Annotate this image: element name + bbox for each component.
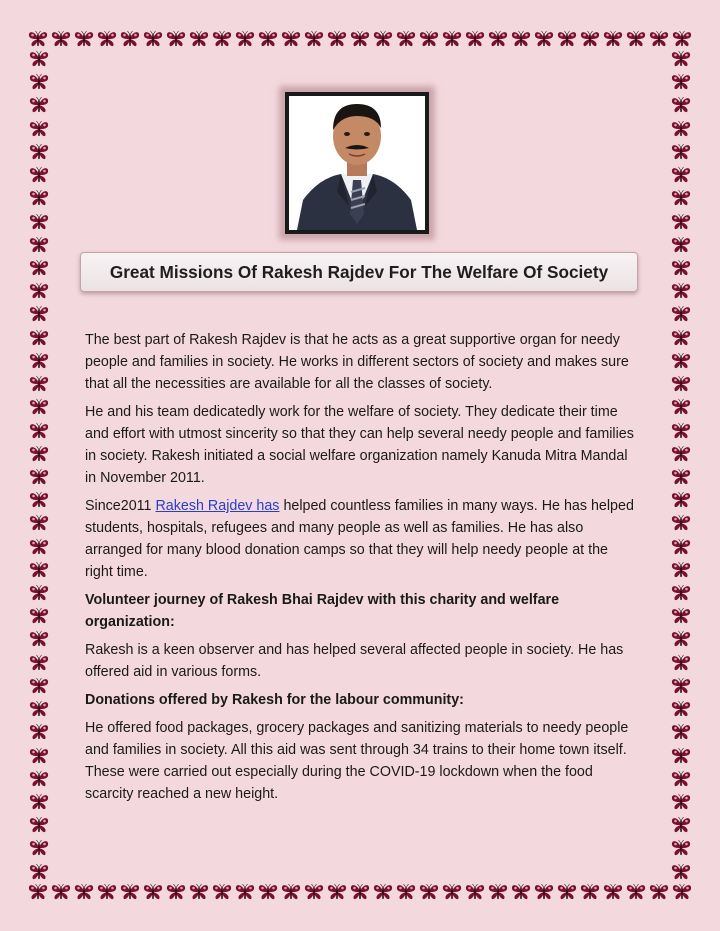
butterfly-icon (511, 30, 531, 48)
butterfly-icon (29, 305, 49, 323)
butterfly-icon (465, 883, 485, 901)
butterfly-icon (29, 329, 49, 347)
butterfly-icon (626, 883, 646, 901)
butterfly-icon (671, 747, 691, 765)
butterfly-icon (671, 143, 691, 161)
butterfly-icon (671, 700, 691, 718)
butterfly-icon (29, 96, 49, 114)
butterfly-icon (29, 630, 49, 648)
butterfly-icon (671, 445, 691, 463)
butterfly-icon (143, 883, 163, 901)
butterfly-icon (580, 30, 600, 48)
butterfly-icon (671, 468, 691, 486)
butterfly-icon (74, 30, 94, 48)
butterfly-icon (488, 30, 508, 48)
butterfly-icon (557, 30, 577, 48)
butterfly-icon (29, 445, 49, 463)
butterfly-icon (671, 491, 691, 509)
butterfly-icon (29, 282, 49, 300)
butterfly-icon (671, 654, 691, 672)
page-title: Great Missions Of Rakesh Rajdev For The Welfare Of Society (109, 261, 609, 282)
butterfly-icon (671, 282, 691, 300)
butterfly-border-bottom (28, 881, 692, 903)
butterfly-icon (671, 770, 691, 788)
butterfly-icon (350, 883, 370, 901)
butterfly-icon (580, 883, 600, 901)
butterfly-icon (29, 259, 49, 277)
butterfly-icon (442, 30, 462, 48)
butterfly-icon (671, 73, 691, 91)
butterfly-icon (671, 166, 691, 184)
heading-donations: Donations offered by Rakesh for the labour community: (85, 692, 464, 708)
butterfly-icon (672, 883, 692, 901)
butterfly-icon (671, 607, 691, 625)
portrait-frame (285, 92, 429, 234)
butterfly-icon (671, 839, 691, 857)
butterfly-icon (29, 538, 49, 556)
butterfly-icon (29, 816, 49, 834)
butterfly-icon (350, 30, 370, 48)
paragraph-food-packages: He offered food packages, grocery packages and sanitizing materials to needy people and families in society. All this aid was sent through 34 trains to their home town itself. These were carried out especially during the COVID-19 lockdown when the food scarcity reached a new height. (85, 720, 629, 802)
butterfly-icon (557, 883, 577, 901)
paragraph-keen-observer: Rakesh is a keen observer and has helped several affected people in society. He has offered aid in various forms. (85, 642, 624, 680)
butterfly-icon (671, 120, 691, 138)
butterfly-icon (671, 189, 691, 207)
portrait-photo (289, 96, 425, 230)
butterfly-icon (465, 30, 485, 48)
butterfly-icon (258, 883, 278, 901)
butterfly-icon (29, 654, 49, 672)
heading-volunteer-journey: Volunteer journey of Rakesh Bhai Rajdev with this charity and welfare organization: (85, 592, 560, 630)
butterfly-icon (29, 839, 49, 857)
butterfly-icon (671, 723, 691, 741)
butterfly-icon (671, 863, 691, 881)
butterfly-icon (258, 30, 278, 48)
butterfly-icon (143, 30, 163, 48)
butterfly-icon (672, 30, 692, 48)
butterfly-icon (649, 883, 669, 901)
butterfly-icon (671, 561, 691, 579)
butterfly-icon (235, 883, 255, 901)
butterfly-icon (671, 236, 691, 254)
butterfly-icon (29, 723, 49, 741)
butterfly-icon (671, 422, 691, 440)
butterfly-icon (488, 883, 508, 901)
paragraph-since-2011-start: Since2011 (85, 498, 156, 514)
butterfly-icon (626, 30, 646, 48)
butterfly-icon (235, 30, 255, 48)
butterfly-icon (671, 398, 691, 416)
butterfly-icon (373, 883, 393, 901)
butterfly-icon (29, 236, 49, 254)
butterfly-icon (671, 375, 691, 393)
title-banner (80, 252, 638, 292)
butterfly-icon (29, 189, 49, 207)
butterfly-icon (671, 816, 691, 834)
butterfly-icon (649, 30, 669, 48)
butterfly-icon (603, 30, 623, 48)
butterfly-icon (419, 30, 439, 48)
butterfly-icon (327, 883, 347, 901)
butterfly-icon (511, 883, 531, 901)
butterfly-icon (419, 883, 439, 901)
butterfly-icon (29, 491, 49, 509)
butterfly-icon (671, 793, 691, 811)
butterfly-icon (671, 352, 691, 370)
butterfly-icon (671, 538, 691, 556)
butterfly-icon (29, 398, 49, 416)
butterfly-icon (166, 30, 186, 48)
butterfly-icon (671, 213, 691, 231)
butterfly-border-right (670, 50, 692, 881)
butterfly-icon (166, 883, 186, 901)
butterfly-icon (29, 607, 49, 625)
person-portrait-icon (289, 96, 425, 230)
butterfly-icon (29, 677, 49, 695)
butterfly-icon (51, 30, 71, 48)
butterfly-icon (212, 883, 232, 901)
butterfly-icon (373, 30, 393, 48)
butterfly-icon (304, 883, 324, 901)
butterfly-icon (671, 50, 691, 68)
butterfly-icon (212, 30, 232, 48)
butterfly-icon (327, 30, 347, 48)
butterfly-icon (29, 514, 49, 532)
butterfly-icon (29, 793, 49, 811)
butterfly-icon (189, 30, 209, 48)
butterfly-icon (29, 747, 49, 765)
paragraph-since-2011-rest: helped countless families in many ways. He has helped students, hospitals, refugees and many people as well as families. He has also arranged for many blood donation camps so that they will help needy people at the right time. (85, 498, 634, 580)
butterfly-icon (396, 883, 416, 901)
butterfly-icon (28, 883, 48, 901)
butterfly-icon (29, 166, 49, 184)
butterfly-icon (281, 883, 301, 901)
butterfly-icon (29, 213, 49, 231)
butterfly-icon (29, 770, 49, 788)
butterfly-icon (29, 73, 49, 91)
butterfly-icon (304, 30, 324, 48)
butterfly-icon (534, 30, 554, 48)
butterfly-icon (120, 883, 140, 901)
butterfly-icon (671, 96, 691, 114)
butterfly-icon (671, 630, 691, 648)
butterfly-icon (29, 863, 49, 881)
butterfly-icon (29, 561, 49, 579)
butterfly-icon (28, 30, 48, 48)
butterfly-icon (671, 329, 691, 347)
butterfly-icon (29, 468, 49, 486)
butterfly-icon (29, 50, 49, 68)
butterfly-icon (29, 422, 49, 440)
butterfly-icon (74, 883, 94, 901)
paragraph-team: He and his team dedicatedly work for the welfare of society. They dedicate their time and effort with utmost sincerity so that they can help several needy people and families in society. Rakesh initiated a social welfare organization namely Kanuda Mitra Mandal in November 2011. (85, 404, 634, 486)
butterfly-icon (671, 677, 691, 695)
butterfly-border-left (28, 50, 50, 881)
rakesh-rajdev-link[interactable]: Rakesh Rajdev has (155, 498, 280, 514)
butterfly-icon (29, 120, 49, 138)
butterfly-icon (671, 305, 691, 323)
butterfly-icon (97, 30, 117, 48)
butterfly-icon (442, 883, 462, 901)
butterfly-icon (29, 700, 49, 718)
butterfly-icon (120, 30, 140, 48)
butterfly-icon (97, 883, 117, 901)
paragraph-intro: The best part of Rakesh Rajdev is that he acts as a great supportive organ for needy people and families in society. He works in different sectors of society and makes sure that all the necessities are available for all the classes of society. (85, 332, 629, 392)
butterfly-icon (29, 584, 49, 602)
butterfly-icon (51, 883, 71, 901)
butterfly-icon (396, 30, 416, 48)
paragraph-since-2011 (85, 495, 635, 583)
butterfly-icon (29, 375, 49, 393)
butterfly-border-top (28, 28, 692, 50)
butterfly-icon (671, 584, 691, 602)
butterfly-icon (671, 514, 691, 532)
butterfly-icon (534, 883, 554, 901)
butterfly-icon (29, 143, 49, 161)
butterfly-icon (29, 352, 49, 370)
butterfly-icon (281, 30, 301, 48)
butterfly-icon (189, 883, 209, 901)
article-body (85, 329, 635, 811)
butterfly-icon (671, 259, 691, 277)
butterfly-icon (603, 883, 623, 901)
